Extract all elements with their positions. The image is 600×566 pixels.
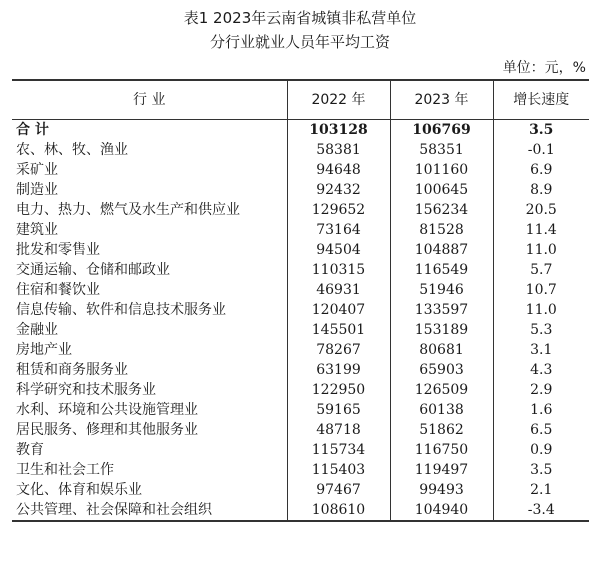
wage-2022-cell: 115403: [287, 460, 390, 480]
table-row: [12, 360, 589, 380]
growth-cell: 10.7: [493, 280, 589, 300]
growth-cell: 3.1: [493, 340, 589, 360]
growth-cell: 4.3: [493, 360, 589, 380]
growth-cell: 11.0: [493, 240, 589, 260]
wage-2023-cell: 80681: [390, 340, 493, 360]
industry-cell: 电力、热力、燃气及水生产和供应业: [16, 202, 240, 218]
wage-2022-cell: 120407: [287, 300, 390, 320]
growth-cell: 11.4: [493, 220, 589, 240]
growth-cell: 0.9: [493, 440, 589, 460]
industry-cell: 教育: [16, 442, 44, 458]
industry-cell: 信息传输、软件和信息技术服务业: [16, 302, 226, 318]
wage-2022-cell: 129652: [287, 200, 390, 220]
growth-cell: 5.7: [493, 260, 589, 280]
wage-2023-cell: 106769: [390, 120, 493, 141]
table-row: [12, 260, 589, 280]
industry-cell: 科学研究和技术服务业: [16, 382, 156, 398]
wage-2023-cell: 58351: [390, 140, 493, 160]
table-row: [12, 240, 589, 260]
growth-cell: 6.9: [493, 160, 589, 180]
industry-cell: 水利、环境和公共设施管理业: [16, 402, 198, 418]
wage-2022-cell: 94648: [287, 160, 390, 180]
table-row: [12, 340, 589, 360]
wage-2022-cell: 145501: [287, 320, 390, 340]
wage-2022-cell: 103128: [287, 120, 390, 141]
table-row: [12, 140, 589, 160]
growth-cell: 8.9: [493, 180, 589, 200]
growth-cell: 3.5: [493, 460, 589, 480]
wage-2022-cell: 115734: [287, 440, 390, 460]
wage-2023-cell: 119497: [390, 460, 493, 480]
growth-cell: -0.1: [493, 140, 589, 160]
industry-cell: 房地产业: [16, 342, 72, 358]
table-row: [12, 220, 589, 240]
industry-cell: 居民服务、修理和其他服务业: [16, 422, 198, 438]
industry-cell: 建筑业: [16, 222, 58, 238]
table-row: [12, 460, 589, 480]
growth-cell: 6.5: [493, 420, 589, 440]
table-title-line1: 表1 2023年云南省城镇非私营单位: [183, 9, 417, 27]
wage-2023-cell: 126509: [390, 380, 493, 400]
industry-cell: 制造业: [16, 182, 58, 198]
industry-cell: 合 计: [16, 122, 49, 138]
table-row: [12, 380, 589, 400]
table-row: [12, 440, 589, 460]
growth-cell: 5.3: [493, 320, 589, 340]
industry-cell: 住宿和餐饮业: [16, 282, 100, 298]
table-row: [12, 200, 589, 220]
growth-cell: 11.0: [493, 300, 589, 320]
wage-2023-cell: 51946: [390, 280, 493, 300]
wage-2022-cell: 73164: [287, 220, 390, 240]
table-row: [12, 320, 589, 340]
industry-cell: 采矿业: [16, 162, 58, 178]
wage-2023-cell: 100645: [390, 180, 493, 200]
growth-cell: 2.1: [493, 480, 589, 500]
unit-label: 单位：元，%: [502, 60, 586, 76]
industry-cell: 公共管理、社会保障和社会组织: [12, 500, 287, 521]
wage-2022-cell: 97467: [287, 480, 390, 500]
header-2022: 2022 年: [287, 80, 390, 120]
wage-2022-cell: 48718: [287, 420, 390, 440]
growth-cell: -3.4: [493, 500, 589, 521]
wage-2022-cell: 122950: [287, 380, 390, 400]
wage-2023-cell: 60138: [390, 400, 493, 420]
industry-cell: 金融业: [16, 322, 58, 338]
wage-2022-cell: 108610: [287, 500, 390, 521]
growth-cell: 2.9: [493, 380, 589, 400]
wage-2022-cell: 46931: [287, 280, 390, 300]
wage-2023-cell: 81528: [390, 220, 493, 240]
wage-2023-cell: 99493: [390, 480, 493, 500]
wage-2023-cell: 101160: [390, 160, 493, 180]
header-row: [12, 80, 589, 120]
wage-2022-cell: 94504: [287, 240, 390, 260]
wage-2023-cell: 116549: [390, 260, 493, 280]
header-2023: 2023 年: [390, 80, 493, 120]
wage-2023-cell: 133597: [390, 300, 493, 320]
industry-cell: 农、林、牧、渔业: [16, 142, 128, 158]
wage-2022-cell: 110315: [287, 260, 390, 280]
header-industry: 行 业: [12, 80, 287, 120]
table-row: [12, 420, 589, 440]
table-row: [12, 480, 589, 500]
wage-2022-cell: 92432: [287, 180, 390, 200]
table-body: [12, 120, 589, 522]
table-row: [12, 180, 589, 200]
industry-cell: 文化、体育和娱乐业: [16, 482, 142, 498]
table-title-line2: 分行业就业人员年平均工资: [209, 33, 390, 51]
table-row: [12, 160, 589, 180]
table-row: [12, 280, 589, 300]
header-growth: 增长速度: [493, 80, 589, 120]
wage-2023-cell: 104887: [390, 240, 493, 260]
industry-cell: 租赁和商务服务业: [16, 362, 128, 378]
growth-cell: 3.5: [493, 120, 589, 141]
wage-table: [12, 79, 589, 522]
industry-cell: 交通运输、仓储和邮政业: [16, 262, 170, 278]
wage-2023-cell: 51862: [390, 420, 493, 440]
total-row: [12, 120, 589, 141]
wage-2022-cell: 58381: [287, 140, 390, 160]
wage-2022-cell: 78267: [287, 340, 390, 360]
table-row: [12, 300, 589, 320]
table-row: [12, 400, 589, 420]
wage-2022-cell: 59165: [287, 400, 390, 420]
wage-2023-cell: 153189: [390, 320, 493, 340]
wage-2023-cell: 104940: [390, 500, 493, 521]
wage-2023-cell: 65903: [390, 360, 493, 380]
growth-cell: 1.6: [493, 400, 589, 420]
wage-2022-cell: 63199: [287, 360, 390, 380]
wage-2023-cell: 116750: [390, 440, 493, 460]
growth-cell: 20.5: [493, 200, 589, 220]
industry-cell: 卫生和社会工作: [16, 462, 114, 478]
wage-2023-cell: 156234: [390, 200, 493, 220]
table-row: [12, 500, 589, 521]
industry-cell: 批发和零售业: [16, 242, 100, 258]
